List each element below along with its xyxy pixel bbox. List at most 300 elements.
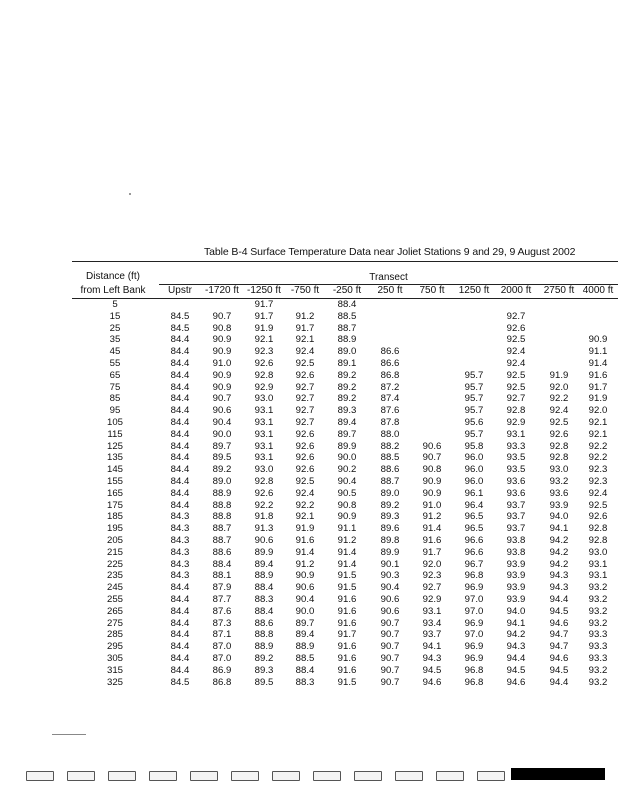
temperature-cell: 94.0 [549, 511, 569, 523]
temperature-cell: 91.4 [295, 546, 315, 558]
temperature-cell: 91.6 [337, 664, 357, 676]
temperature-cell: 90.0 [337, 452, 357, 464]
temperature-cell: 88.6 [380, 464, 400, 476]
temperature-cell: 90.6 [380, 593, 400, 605]
distance-cell: 325 [106, 676, 123, 688]
table-row [0, 511, 618, 523]
temperature-cell: 94.7 [549, 641, 569, 653]
distance-cell: 305 [106, 652, 123, 664]
page-tab [313, 771, 341, 781]
column-header-minus-250: -250 ft [332, 285, 362, 296]
temperature-cell: 96.9 [464, 652, 484, 664]
temperature-cell: 92.3 [588, 464, 608, 476]
temperature-cell: 97.0 [464, 605, 484, 617]
temperature-cell: 88.7 [212, 534, 232, 546]
temperature-cell: 92.4 [506, 357, 526, 369]
temperature-cell: 84.5 [170, 676, 190, 688]
temperature-cell: 87.1 [212, 629, 232, 641]
temperature-cell: 93.9 [506, 593, 526, 605]
temperature-cell: 94.7 [549, 629, 569, 641]
temperature-cell: 84.3 [170, 534, 190, 546]
temperature-cell: 96.8 [464, 570, 484, 582]
column-header-upstr: Upstr [168, 285, 192, 296]
scan-speck [129, 193, 131, 195]
temperature-cell: 86.8 [212, 676, 232, 688]
temperature-cell: 93.1 [588, 558, 608, 570]
temperature-cell: 94.5 [422, 664, 442, 676]
temperature-cell: 92.6 [295, 428, 315, 440]
temperature-cell: 94.4 [549, 676, 569, 688]
temperature-cell: 93.0 [549, 464, 569, 476]
temperature-cell: 93.8 [506, 546, 526, 558]
temperature-cell: 84.4 [170, 334, 190, 346]
distance-cell: 145 [106, 464, 123, 476]
table-body [0, 299, 618, 688]
temperature-cell: 92.3 [422, 570, 442, 582]
table-row [0, 323, 618, 335]
page-tab [395, 771, 423, 781]
temperature-cell: 88.4 [254, 605, 274, 617]
table-row [0, 417, 618, 429]
temperature-cell: 91.4 [588, 357, 608, 369]
temperature-cell: 93.4 [422, 617, 442, 629]
table-row [0, 523, 618, 535]
temperature-cell: 92.1 [295, 511, 315, 523]
column-header-minus-1250: -1250 ft [247, 285, 281, 296]
table-row [0, 370, 618, 382]
temperature-cell: 92.3 [254, 346, 274, 358]
table-row [0, 500, 618, 512]
temperature-cell: 84.4 [170, 582, 190, 594]
temperature-cell: 89.2 [212, 464, 232, 476]
temperature-cell: 90.1 [380, 558, 400, 570]
temperature-cell: 92.5 [295, 475, 315, 487]
distance-cell: 295 [106, 641, 123, 653]
temperature-cell: 94.6 [549, 617, 569, 629]
temperature-cell: 96.0 [464, 475, 484, 487]
temperature-cell: 89.1 [337, 357, 357, 369]
temperature-cell: 91.4 [337, 546, 357, 558]
page-tab [272, 771, 300, 781]
temperature-cell: 93.7 [506, 523, 526, 535]
temperature-cell: 93.7 [506, 499, 526, 511]
temperature-cell: 90.9 [422, 487, 442, 499]
temperature-cell: 92.7 [506, 393, 526, 405]
page-tab [436, 771, 464, 781]
distance-cell: 275 [106, 617, 123, 629]
table-row [0, 618, 618, 630]
temperature-cell: 84.4 [170, 487, 190, 499]
temperature-cell: 84.4 [170, 475, 190, 487]
table-row [0, 535, 618, 547]
temperature-cell: 86.9 [212, 664, 232, 676]
table-row [0, 299, 618, 311]
table-row [0, 382, 618, 394]
temperature-cell: 93.2 [588, 664, 608, 676]
temperature-cell: 90.8 [422, 464, 442, 476]
temperature-cell: 96.0 [464, 452, 484, 464]
table-row [0, 488, 618, 500]
temperature-cell: 94.5 [549, 664, 569, 676]
column-header-4000: 4000 ft [582, 285, 614, 296]
temperature-cell: 97.0 [464, 629, 484, 641]
temperature-cell: 92.7 [422, 582, 442, 594]
temperature-cell: 84.4 [170, 629, 190, 641]
temperature-cell: 92.2 [588, 440, 608, 452]
temperature-cell: 90.6 [295, 582, 315, 594]
temperature-cell: 92.8 [506, 405, 526, 417]
distance-cell: 115 [107, 428, 123, 440]
temperature-cell: 92.0 [422, 558, 442, 570]
temperature-cell: 88.9 [254, 570, 274, 582]
table-row [0, 547, 618, 559]
temperature-cell: 93.5 [506, 452, 526, 464]
temperature-cell: 91.0 [212, 357, 232, 369]
temperature-cell: 92.9 [254, 381, 274, 393]
temperature-cell: 84.4 [170, 346, 190, 358]
temperature-cell: 91.2 [422, 511, 442, 523]
table-row [0, 358, 618, 370]
temperature-cell: 87.6 [212, 605, 232, 617]
column-header-minus-1720: -1720 ft [205, 285, 239, 296]
temperature-cell: 90.9 [295, 570, 315, 582]
temperature-cell: 93.3 [588, 641, 608, 653]
temperature-cell: 87.3 [212, 617, 232, 629]
page-tab [354, 771, 382, 781]
table-row [0, 559, 618, 571]
temperature-cell: 96.0 [464, 464, 484, 476]
temperature-cell: 88.9 [212, 487, 232, 499]
temperature-cell: 93.1 [422, 605, 442, 617]
temperature-cell: 84.3 [170, 511, 190, 523]
temperature-cell: 92.8 [254, 369, 274, 381]
table-row [0, 334, 618, 346]
distance-cell: 85 [109, 393, 121, 405]
temperature-cell: 93.7 [506, 511, 526, 523]
temperature-cell: 89.5 [254, 676, 274, 688]
temperature-cell: 89.2 [337, 369, 357, 381]
page-tab [477, 771, 505, 781]
temperature-cell: 96.6 [464, 534, 484, 546]
distance-header: Distance (ft) [86, 271, 140, 282]
temperature-cell: 93.0 [588, 546, 608, 558]
table-row [0, 665, 618, 677]
temperature-cell: 90.9 [212, 334, 232, 346]
temperature-cell: 87.6 [380, 405, 400, 417]
temperature-cell: 89.9 [254, 546, 274, 558]
temperature-cell: 87.0 [212, 641, 232, 653]
temperature-cell: 91.0 [422, 499, 442, 511]
distance-cell: 55 [109, 357, 121, 369]
temperature-cell: 92.1 [588, 428, 608, 440]
temperature-cell: 92.4 [295, 487, 315, 499]
temperature-cell: 92.4 [295, 346, 315, 358]
temperature-cell: 92.5 [295, 357, 315, 369]
temperature-cell: 87.2 [380, 381, 400, 393]
temperature-cell: 84.4 [170, 452, 190, 464]
temperature-cell: 96.8 [464, 664, 484, 676]
temperature-cell: 90.7 [380, 676, 400, 688]
temperature-cell: 88.6 [212, 546, 232, 558]
temperature-cell: 92.2 [549, 393, 569, 405]
temperature-cell: 94.3 [506, 641, 526, 653]
temperature-cell: 92.6 [506, 322, 526, 334]
temperature-cell: 95.8 [464, 440, 484, 452]
distance-cell: 105 [106, 416, 123, 428]
temperature-cell: 84.4 [170, 593, 190, 605]
temperature-cell: 94.2 [549, 534, 569, 546]
page-tab [67, 771, 95, 781]
temperature-cell: 89.7 [212, 440, 232, 452]
temperature-cell: 89.9 [380, 546, 400, 558]
temperature-cell: 89.4 [295, 629, 315, 641]
temperature-cell: 95.7 [464, 428, 484, 440]
temperature-cell: 92.8 [549, 452, 569, 464]
temperature-cell: 92.7 [506, 310, 526, 322]
temperature-cell: 91.6 [295, 534, 315, 546]
temperature-cell: 89.3 [380, 511, 400, 523]
temperature-cell: 88.7 [337, 322, 357, 334]
temperature-cell: 84.3 [170, 523, 190, 535]
distance-cell: 5 [112, 299, 118, 310]
temperature-cell: 92.7 [295, 393, 315, 405]
temperature-cell: 92.0 [549, 381, 569, 393]
temperature-cell: 90.6 [422, 440, 442, 452]
distance-cell: 75 [109, 381, 121, 393]
temperature-cell: 90.9 [212, 381, 232, 393]
temperature-cell: 91.9 [295, 523, 315, 535]
temperature-cell: 88.5 [380, 452, 400, 464]
distance-cell: 215 [106, 546, 123, 558]
temperature-cell: 84.5 [170, 322, 190, 334]
distance-cell: 45 [109, 346, 121, 358]
page-tab [26, 771, 54, 781]
temperature-cell: 91.6 [337, 641, 357, 653]
column-header-250: 250 ft [377, 285, 403, 296]
temperature-cell: 92.6 [588, 511, 608, 523]
temperature-cell: 91.6 [588, 369, 608, 381]
footnote-mark [52, 734, 86, 735]
temperature-cell: 93.5 [506, 464, 526, 476]
temperature-cell: 87.0 [212, 652, 232, 664]
temperature-cell: 88.9 [337, 334, 357, 346]
temperature-cell: 89.0 [337, 346, 357, 358]
temperature-cell: 90.9 [588, 334, 608, 346]
temperature-cell: 93.9 [506, 570, 526, 582]
distance-cell: 225 [106, 558, 123, 570]
temperature-cell: 88.3 [295, 676, 315, 688]
temperature-cell: 94.3 [549, 582, 569, 594]
temperature-cell: 96.6 [464, 546, 484, 558]
temperature-cell: 91.6 [337, 617, 357, 629]
temperature-cell: 89.4 [337, 416, 357, 428]
temperature-cell: 93.9 [549, 499, 569, 511]
transect-header: Transect [369, 272, 408, 283]
temperature-cell: 92.1 [295, 334, 315, 346]
temperature-cell: 87.9 [212, 582, 232, 594]
temperature-cell: 96.9 [464, 582, 484, 594]
temperature-cell: 89.2 [337, 381, 357, 393]
temperature-cell: 88.5 [337, 310, 357, 322]
table-row [0, 606, 618, 618]
temperature-cell: 90.4 [295, 593, 315, 605]
temperature-cell: 90.4 [212, 416, 232, 428]
temperature-cell: 88.2 [380, 440, 400, 452]
temperature-cell: 94.2 [506, 629, 526, 641]
temperature-cell: 92.5 [506, 334, 526, 346]
temperature-cell: 96.9 [464, 617, 484, 629]
temperature-cell: 86.6 [380, 346, 400, 358]
temperature-cell: 90.7 [380, 652, 400, 664]
temperature-cell: 90.7 [212, 310, 232, 322]
temperature-cell: 90.6 [212, 405, 232, 417]
temperature-cell: 92.4 [549, 405, 569, 417]
temperature-cell: 91.4 [422, 523, 442, 535]
temperature-cell: 90.7 [380, 617, 400, 629]
temperature-cell: 93.0 [254, 464, 274, 476]
temperature-cell: 92.7 [295, 416, 315, 428]
temperature-cell: 89.7 [295, 617, 315, 629]
temperature-cell: 88.1 [212, 570, 232, 582]
temperature-cell: 90.7 [422, 452, 442, 464]
temperature-cell: 93.9 [506, 558, 526, 570]
temperature-cell: 92.5 [588, 499, 608, 511]
temperature-cell: 92.6 [254, 357, 274, 369]
page-tab [108, 771, 136, 781]
temperature-cell: 96.8 [464, 676, 484, 688]
temperature-cell: 89.0 [380, 487, 400, 499]
column-header-1250: 1250 ft [458, 285, 490, 296]
temperature-cell: 88.9 [295, 641, 315, 653]
temperature-cell: 92.9 [506, 416, 526, 428]
temperature-cell: 90.9 [422, 475, 442, 487]
temperature-cell: 89.5 [212, 452, 232, 464]
temperature-cell: 88.0 [380, 428, 400, 440]
temperature-cell: 84.4 [170, 641, 190, 653]
temperature-cell: 89.3 [254, 664, 274, 676]
temperature-cell: 94.2 [549, 558, 569, 570]
temperature-cell: 94.0 [506, 605, 526, 617]
temperature-cell: 94.3 [549, 570, 569, 582]
temperature-cell: 94.1 [422, 641, 442, 653]
temperature-cell: 93.3 [588, 652, 608, 664]
temperature-cell: 90.0 [295, 605, 315, 617]
distance-cell: 175 [106, 499, 123, 511]
temperature-cell: 94.4 [549, 593, 569, 605]
temperature-cell: 90.5 [337, 487, 357, 499]
temperature-cell: 93.8 [506, 534, 526, 546]
table-row [0, 393, 618, 405]
table-row [0, 570, 618, 582]
temperature-cell: 84.4 [170, 440, 190, 452]
temperature-cell: 93.0 [254, 393, 274, 405]
temperature-cell: 91.7 [254, 310, 274, 322]
temperature-cell: 90.8 [337, 499, 357, 511]
temperature-cell: 88.8 [254, 629, 274, 641]
temperature-cell: 92.7 [295, 405, 315, 417]
scan-black-bar [511, 768, 605, 780]
temperature-cell: 93.2 [588, 617, 608, 629]
temperature-cell: 93.6 [506, 475, 526, 487]
temperature-cell: 97.0 [464, 593, 484, 605]
temperature-cell: 90.9 [337, 511, 357, 523]
temperature-cell: 94.5 [549, 605, 569, 617]
temperature-cell: 91.2 [295, 310, 315, 322]
temperature-cell: 84.3 [170, 558, 190, 570]
table-row [0, 405, 618, 417]
temperature-cell: 93.1 [506, 428, 526, 440]
distance-cell: 135 [106, 452, 123, 464]
temperature-cell: 86.8 [380, 369, 400, 381]
temperature-cell: 89.2 [337, 393, 357, 405]
temperature-cell: 93.1 [254, 416, 274, 428]
temperature-cell: 84.3 [170, 546, 190, 558]
temperature-cell: 91.8 [254, 511, 274, 523]
temperature-cell: 94.1 [549, 523, 569, 535]
temperature-cell: 88.7 [212, 523, 232, 535]
temperature-cell: 91.5 [337, 570, 357, 582]
temperature-cell: 91.6 [422, 534, 442, 546]
column-header-minus-750: -750 ft [290, 285, 320, 296]
temperature-cell: 96.4 [464, 499, 484, 511]
temperature-cell: 84.4 [170, 393, 190, 405]
table-row [0, 582, 618, 594]
temperature-cell: 93.1 [254, 440, 274, 452]
temperature-cell: 93.1 [254, 452, 274, 464]
temperature-cell: 90.3 [380, 570, 400, 582]
temperature-cell: 96.7 [464, 558, 484, 570]
table-row [0, 677, 618, 689]
temperature-cell: 84.4 [170, 605, 190, 617]
temperature-cell: 84.4 [170, 357, 190, 369]
column-header-2000: 2000 ft [500, 285, 532, 296]
temperature-cell: 89.6 [380, 523, 400, 535]
temperature-cell: 87.8 [380, 416, 400, 428]
temperature-cell: 84.4 [170, 499, 190, 511]
distance-cell: 35 [109, 334, 121, 346]
temperature-cell: 92.4 [588, 487, 608, 499]
temperature-cell: 90.4 [380, 582, 400, 594]
distance-cell: 125 [106, 440, 123, 452]
temperature-cell: 92.1 [588, 416, 608, 428]
temperature-cell: 91.7 [295, 322, 315, 334]
temperature-cell: 93.3 [588, 629, 608, 641]
temperature-cell: 92.2 [254, 499, 274, 511]
distance-cell: 255 [106, 593, 123, 605]
temperature-cell: 92.6 [295, 369, 315, 381]
temperature-cell: 94.1 [506, 617, 526, 629]
temperature-cell: 92.6 [295, 440, 315, 452]
temperature-cell: 96.5 [464, 523, 484, 535]
temperature-cell: 89.3 [337, 405, 357, 417]
temperature-cell: 90.6 [380, 605, 400, 617]
temperature-cell: 90.9 [212, 369, 232, 381]
temperature-cell: 95.7 [464, 393, 484, 405]
temperature-cell: 91.9 [588, 393, 608, 405]
table-row [0, 476, 618, 488]
temperature-cell: 93.1 [254, 405, 274, 417]
temperature-cell: 89.4 [254, 558, 274, 570]
temperature-cell: 92.2 [295, 499, 315, 511]
table-row [0, 346, 618, 358]
temperature-cell: 92.2 [588, 452, 608, 464]
temperature-cell: 84.3 [170, 570, 190, 582]
temperature-cell: 94.6 [422, 676, 442, 688]
temperature-cell: 93.6 [549, 487, 569, 499]
distance-cell: 245 [106, 582, 123, 594]
temperature-cell: 92.1 [254, 334, 274, 346]
temperature-cell: 88.8 [212, 499, 232, 511]
